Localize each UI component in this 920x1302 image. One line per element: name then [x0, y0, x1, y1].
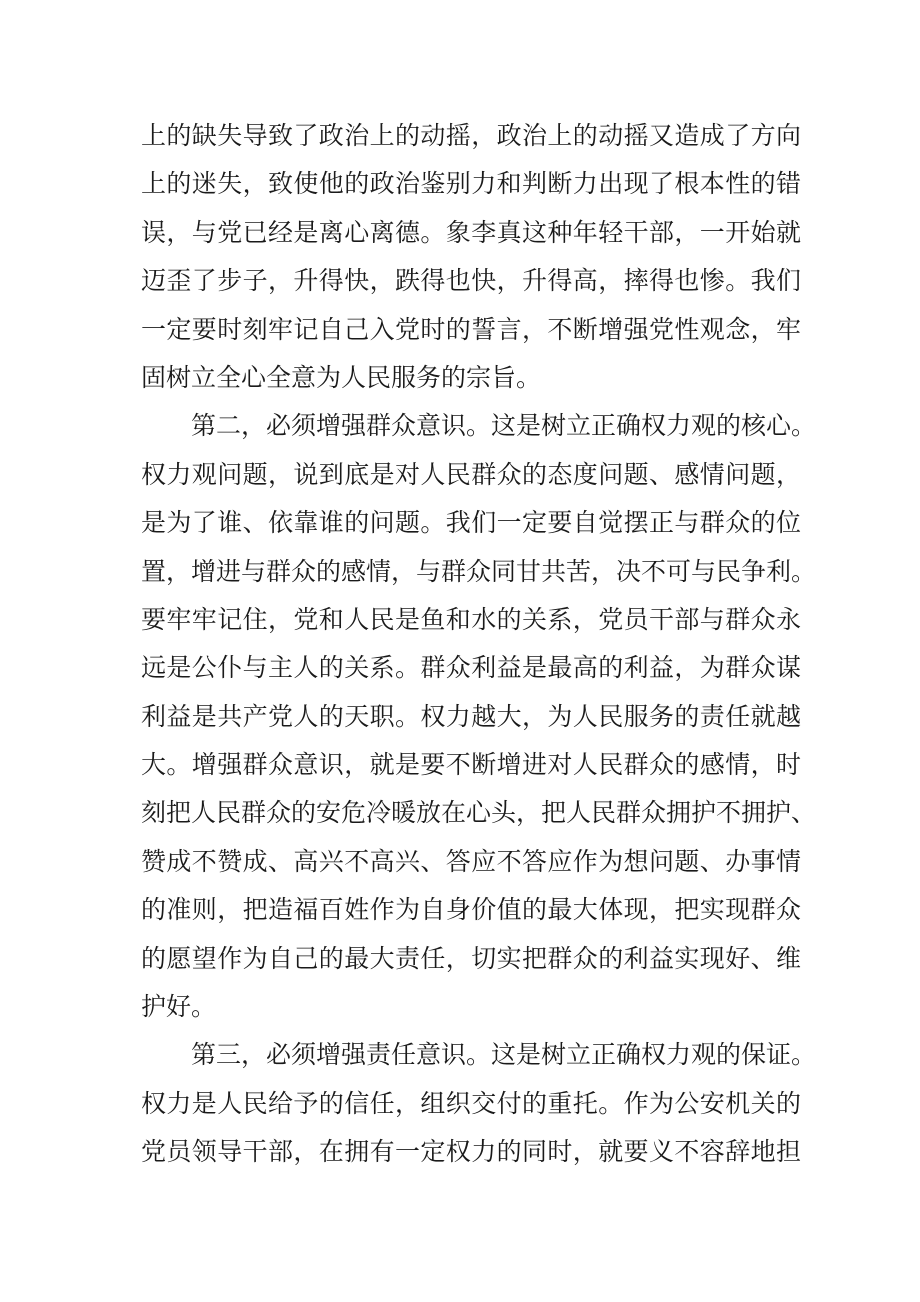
text-line: 固树立全心全意为人民服务的宗旨。 [141, 362, 542, 392]
text-line: 要牢牢记住，党和人民是鱼和水的关系，党员干部与群众永 [141, 604, 801, 634]
text-line: 误，与党已经是离心离德。象李真这种年轻干部，一开始就 [141, 217, 801, 247]
text-line: 的准则，把造福百姓作为自身价值的最大体现，把实现群众 [141, 895, 801, 925]
text-line: 大。增强群众意识，就是要不断增进对人民群众的感情，时 [141, 750, 801, 780]
text-line: 护好。 [141, 992, 217, 1022]
text-line: 刻把人民群众的安危冷暖放在心头，把人民群众拥护不拥护、 [141, 798, 817, 828]
text-line: 权力是人民给予的信任，组织交付的重托。作为公安机关的 [141, 1088, 801, 1118]
text-line: 上的缺失导致了政治上的动摇，政治上的动摇又造成了方向 [141, 121, 801, 150]
text-line: 第三，必须增强责任意识。这是树立正确权力观的保证。 [191, 1040, 817, 1070]
text-line: 迈歪了步子，升得快，跌得也快，升得高，摔得也惨。我们 [141, 266, 801, 296]
text-line: 的愿望作为自己的最大责任，切实把群众的利益实现好、维 [141, 943, 801, 973]
paragraph-1 [141, 112, 801, 402]
text-line: 一定要时刻牢记自己入党时的誓言，不断增强党性观念，牢 [141, 314, 801, 344]
text-line: 党员领导干部，在拥有一定权力的同时，就要义不容辞地担 [141, 1137, 801, 1167]
body-text [141, 112, 817, 1177]
text-line: 权力观问题，说到底是对人民群众的态度问题、感情问题， [141, 459, 801, 489]
text-line: 第二，必须增强群众意识。这是树立正确权力观的核心。 [191, 411, 817, 441]
text-line: 置，增进与群众的感情，与群众同甘共苦，决不可与民争利。 [141, 556, 817, 586]
text-line: 利益是共产党人的天职。权力越大，为人民服务的责任就越 [141, 701, 801, 731]
text-line: 上的迷失，致使他的政治鉴别力和判断力出现了根本性的错 [141, 169, 801, 199]
text-line: 是为了谁、依靠谁的问题。我们一定要自觉摆正与群众的位 [141, 508, 801, 538]
paragraph-3 [141, 1031, 817, 1176]
text-line: 赞成不赞成、高兴不高兴、答应不答应作为想问题、办事情 [141, 846, 801, 876]
paragraph-2 [141, 402, 817, 1031]
text-line: 远是公仆与主人的关系。群众利益是最高的利益，为群众谋 [141, 653, 801, 683]
